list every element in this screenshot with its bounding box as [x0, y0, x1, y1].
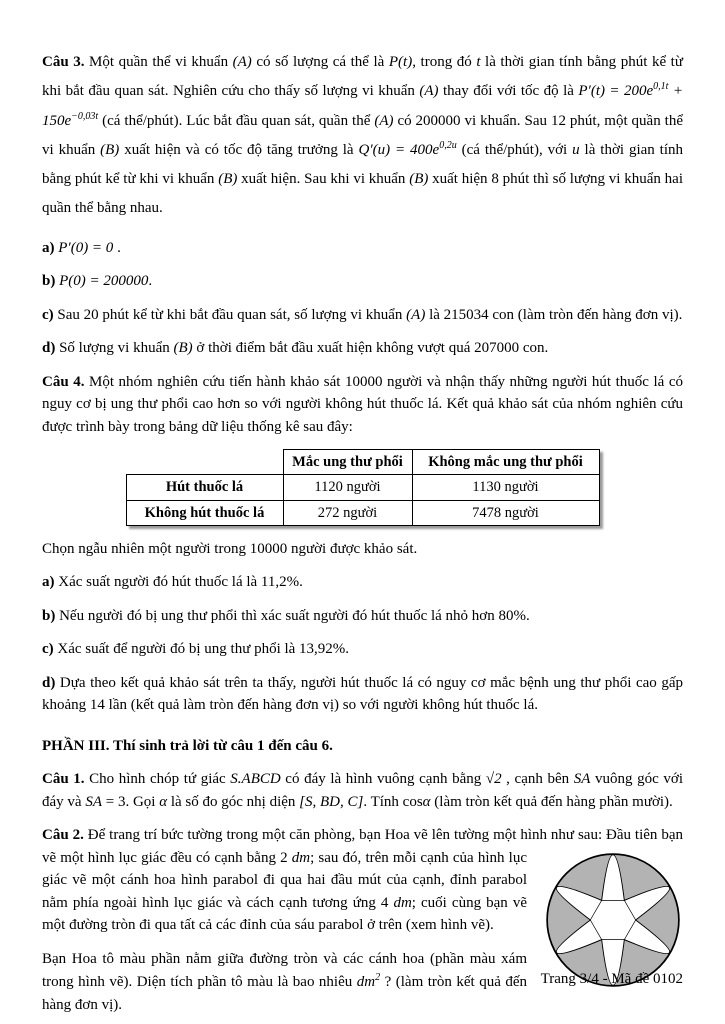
part3-heading [42, 735, 683, 758]
q4-item-d [42, 672, 683, 717]
survey-table [126, 449, 600, 526]
text-run: (A) [374, 112, 394, 129]
text-run: là 215034 con (làm tròn đến hàng đơn vị). [425, 306, 683, 323]
table-cell-nonsmoker-no-cancer: 7478 người [412, 500, 599, 525]
text-run: S.ABCD [230, 771, 281, 788]
text-run: có 200000 vi khuẩn. Sau 12 phút, một quần thể vi khuẩn [42, 112, 683, 158]
text-run: . [113, 239, 121, 256]
text-run: = 3. Gọi [102, 793, 160, 810]
flower-figure [540, 850, 683, 990]
text-run: Số lượng vi khuẩn [55, 340, 174, 356]
text-run: , trong đó [412, 54, 477, 70]
text-run: là thời gian tính bằng phút kể từ khi vi khuẩn [42, 141, 684, 187]
q4-intro [42, 371, 683, 439]
text-run: ở thời điểm bắt đầu xuất hiện không vượt quá 207000 con. [192, 340, 549, 356]
question-2-block [42, 824, 683, 1024]
text-run: dm [356, 974, 376, 991]
text-run: u [572, 141, 580, 158]
text-run: 0,1t [653, 81, 669, 93]
q3-item-b [42, 270, 683, 293]
text-run: Câu 3. [42, 54, 85, 70]
text-run: Câu 1. [42, 771, 85, 788]
text-run: xuất hiện và có tốc độ tăng trưởng là [119, 141, 359, 158]
q1-text [42, 768, 683, 813]
text-run: (B) [218, 171, 238, 187]
table-cell-smoker-cancer: 1120 người [283, 475, 412, 500]
page-footer: Trang 3/4 - Mã đề 0102 [540, 971, 683, 987]
text-run: (A) [419, 83, 439, 100]
q3-item-a [42, 237, 683, 260]
text-run: α [159, 793, 168, 810]
text-run: (cá thể/phút). Lúc bắt đầu quan sát, quần thể [98, 112, 375, 129]
text-run: b) [42, 273, 56, 289]
table-row-nonsmoker [126, 500, 599, 525]
text-run: 0,2u [439, 139, 457, 151]
text-run: d) [42, 340, 56, 356]
text-run: Cho hình chóp tứ giác [84, 771, 231, 788]
q3-item-d [42, 337, 683, 360]
table-row-label-nonsmoker: Không hút thuốc lá [126, 500, 283, 525]
text-run: −0,03t [71, 110, 99, 122]
text-run: Một quần thể vi khuẩn [84, 54, 233, 70]
text-run: b) [42, 607, 56, 624]
text-run: [S, BD, C] [299, 793, 364, 810]
q4-item-b [42, 605, 683, 628]
table-row-label-smoker: Hút thuốc lá [126, 475, 283, 500]
text-run: 2 [375, 972, 381, 984]
flower-svg [540, 850, 683, 990]
text-run: P′(t) = 200e [578, 83, 654, 100]
text-run: P(t) [388, 54, 413, 70]
text-run: ; cuối cùng bạn vẽ một đường tròn đi qua tất cả các đỉnh của sáu parabol ở trên (xem hình vẽ). [42, 894, 527, 934]
text-run: a) [42, 239, 55, 256]
text-run: , cạnh bên [501, 771, 574, 788]
text-run: Nếu người đó bị ung thư phổi thì xác suất người đó hút thuốc lá nhỏ hơn 80%. [55, 607, 530, 624]
text-run: Chọn ngẫu nhiên một người trong 10000 người được khảo sát. [42, 540, 418, 557]
text-run: ? (làm tròn kết quả đến hàng đơn vị). [42, 974, 528, 1013]
text-run: (làm tròn kết quả đến hàng phần mười). [430, 793, 673, 810]
table-cell-nonsmoker-cancer: 272 người [283, 500, 412, 525]
text-run: t [476, 54, 481, 70]
text-run: xuất hiện 8 phút thì số lượng vi khuẩn hai quần thể bằng nhau. [42, 171, 683, 217]
text-run: PHẦN III. Thí sinh trả lời từ câu 1 đến câu 6. [42, 737, 333, 754]
text-run: Câu 4. [42, 373, 85, 390]
text-run: (B) [409, 171, 429, 187]
text-run: dm [393, 894, 412, 911]
text-run: d) [42, 674, 56, 691]
text-run: thay đổi với tốc độ là [438, 83, 579, 100]
text-run: α [422, 793, 431, 810]
text-run: Câu 2. [42, 827, 84, 844]
text-run: SA [573, 771, 591, 788]
text-run: có đáy là hình vuông cạnh bằng [280, 771, 486, 788]
table-row-smoker [126, 475, 599, 500]
table-cell-smoker-no-cancer: 1130 người [412, 475, 599, 500]
text-run: (B) [173, 340, 193, 356]
text-run: Để trang trí bức tường trong một căn phòng, bạn Hoa vẽ lên tường một hình như sau: Đầu tiên bạn vẽ một hình lục giác đều có cạnh bằng 2 [42, 827, 683, 866]
text-run: Một nhóm nghiên cứu tiến hành khảo sát 10000 người và nhận thấy những người hút thuốc lá có nguy cơ bị ung thư phổi cao hơn so với người không hút thuốc lá. Kết quả khảo sát của nhóm nghiên cứu được trình bày trong bảng dữ liệu thống kê sau đây: [42, 373, 683, 435]
q3-intro [42, 48, 683, 224]
text-run: vuông góc với đáy và [42, 771, 683, 810]
text-run: c) [42, 641, 54, 658]
table-header-row [126, 450, 599, 475]
text-run: (cá thể/phút), với [456, 141, 573, 158]
text-run: có số lượng cá thể là [251, 54, 389, 70]
table-header-cancer: Mắc ung thư phổi [283, 450, 412, 475]
text-run: là số đo góc nhị diện [167, 793, 300, 810]
text-run: √2 [485, 771, 502, 788]
text-run: Xác suất người đó hút thuốc lá là 11,2%. [54, 574, 303, 591]
text-run: là thời gian tính bằng phút kể từ khi bắt đầu quan sát. Nghiên cứu cho thấy số lượng vi khuẩn [42, 54, 683, 100]
text-run: . Tính cos [363, 793, 423, 810]
q3-item-c [42, 304, 683, 327]
text-run: c) [42, 306, 54, 323]
text-run: dm [291, 849, 311, 866]
text-run: a) [42, 574, 55, 591]
text-run: Dựa theo kết quả khảo sát trên ta thấy, người hút thuốc lá có nguy cơ mắc bệnh ung thư phổi cao gấp khoảng 14 lần (kết quả làm tròn đến hàng đơn vị) so với người không hút thuốc lá. [42, 674, 683, 714]
text-run: Sau 20 phút kể từ khi bắt đầu quan sát, số lượng vi khuẩn [53, 306, 407, 323]
q4-item-c [42, 638, 683, 661]
text-run: Xác suất để người đó bị ung thư phổi là 13,92%. [53, 641, 350, 658]
text-run: Q′(u) = 400e [358, 141, 440, 158]
text-run: SA [85, 793, 102, 810]
text-run: P(0) = 200000 [59, 273, 149, 289]
text-run: + 150e [42, 83, 684, 129]
text-run: Bạn Hoa tô màu phần nằm giữa đường tròn và các cánh hoa (phần màu xám trong hình vẽ). Diện tích phần tô màu là bao nhiêu [42, 950, 527, 991]
text-run: (A) [406, 306, 426, 323]
table-header-no-cancer: Không mắc ung thư phổi [412, 450, 599, 475]
q4-item-a [42, 571, 683, 594]
text-run: xuất hiện. Sau khi vi khuẩn [237, 171, 410, 187]
table-corner-cell [126, 450, 283, 475]
text-run: (A) [232, 54, 252, 70]
q4-note [42, 538, 683, 561]
text-run: . [148, 273, 153, 289]
text-run: P′(0) = 0 [58, 239, 114, 256]
text-run: ; sau đó, trên mỗi cạnh của hình lục giác vẽ một cánh hoa hình parabol đi qua hai đầu mút của cạnh, đỉnh parabol nằm phía ngoài hình lục giác và cách cạnh tương ứng 4 [42, 849, 527, 911]
text-run: (B) [100, 141, 120, 158]
